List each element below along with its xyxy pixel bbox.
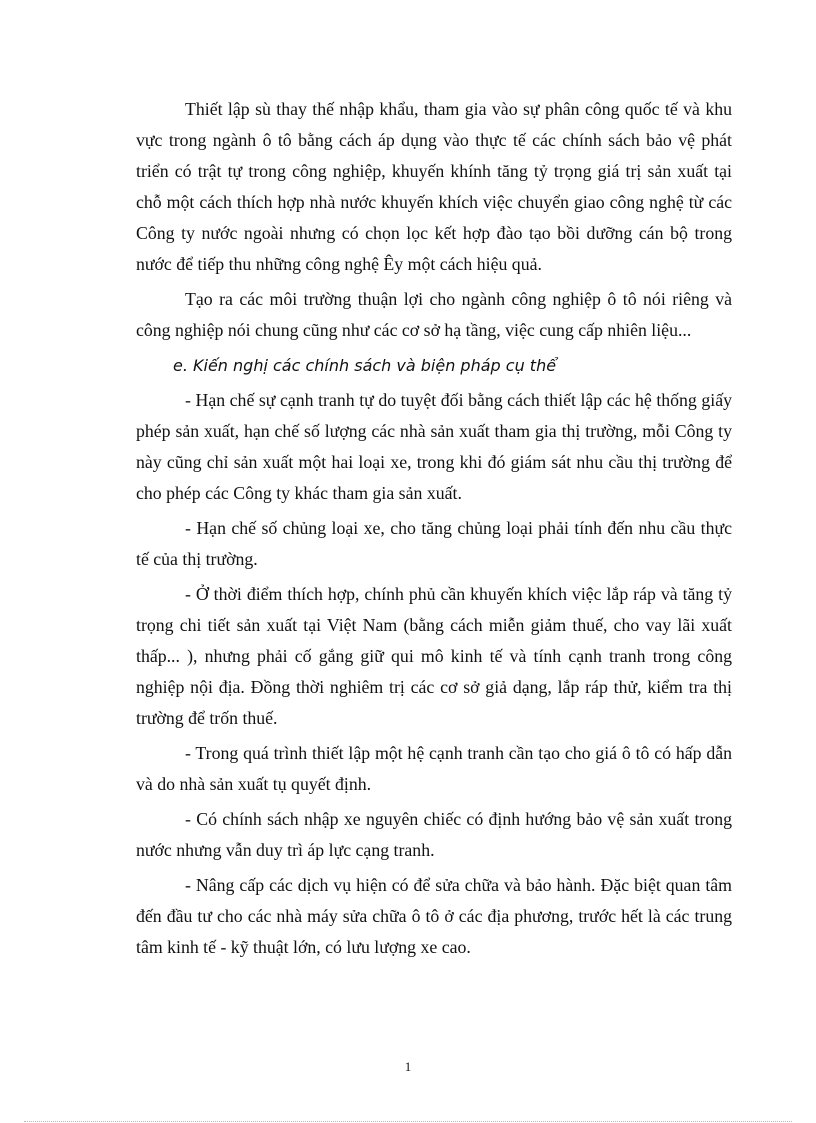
bullet-paragraph: - Hạn chế số chủng loại xe, cho tăng chủng loại phải tính đến nhu cầu thực tế của thị trường. bbox=[136, 518, 732, 569]
section-heading: e. Kiến nghị các chính sách và biện pháp cụ thể bbox=[173, 356, 557, 375]
paragraph-import-substitution: Thiết lập sù thay thế nhập khẩu, tham gia vào sự phân công quốc tế và khu vực trong ngành ô tô bằng cách áp dụng vào thực tế các chính sách bảo vệ phát triển có trật tự trong công nghiệp, khuyến khính tăng tỷ trọng giá trị sản xuất tại chỗ một cách thích hợp nhà nước khuyến khích việc chuyển giao công nghệ từ các Công ty nước ngoài nhưng có chọn lọc kết hợp đào tạo bồi dưỡng cán bộ trong nước để tiếp thu những công nghệ Êy một cách hiệu quả. bbox=[136, 99, 732, 274]
page-bottom-border bbox=[24, 1121, 792, 1122]
bullet-paragraph: - Hạn chế sự cạnh tranh tự do tuyệt đối bằng cách thiết lập các hệ thống giấy phép sản xuất, hạn chế số lượng các nhà sản xuất tham gia thị trường, mỗi Công ty này cũng chỉ sản xuất một hai loại xe, trong khi đó giám sát nhu cầu thị trường để cho phép các Công ty khác tham gia sản xuất. bbox=[136, 390, 732, 503]
bullet-paragraph: - Trong quá trình thiết lập một hệ cạnh tranh cần tạo cho giá ô tô có hấp dẫn và do nhà sản xuất tụ quyết định. bbox=[136, 743, 732, 794]
bullet-paragraph: - Có chính sách nhập xe nguyên chiếc có định hướng bảo vệ sản xuất trong nước nhưng vẫn duy trì áp lực cạng tranh. bbox=[136, 809, 732, 860]
document-body bbox=[136, 94, 732, 967]
page-number: 1 bbox=[404, 1059, 412, 1074]
bullet-paragraph: - Ở thời điểm thích hợp, chính phủ cần khuyến khích việc lắp ráp và tăng tỷ trọng chi tiết sản xuất tại Việt Nam (bằng cách miễn giảm thuế, cho vay lãi xuất thấp... ), nhưng phải cố gắng giữ qui mô kinh tế và tính cạnh tranh trong công nghiệp nội địa. Đồng thời nghiêm trị các cơ sở giả dạng, lắp ráp thử, kiểm tra thị trường để trốn thuế. bbox=[136, 584, 732, 728]
paragraph-favorable-environment: Tạo ra các môi trường thuận lợi cho ngành công nghiệp ô tô nói riêng và công nghiệp nói chung cũng như các cơ sở hạ tầng, việc cung cấp nhiên liệu... bbox=[136, 289, 732, 340]
bullet-paragraph: - Nâng cấp các dịch vụ hiện có để sửa chữa và bảo hành. Đặc biệt quan tâm đến đầu tư cho các nhà máy sửa chữa ô tô ở các địa phương, trước hết là các trung tâm kinh tế - kỹ thuật lớn, có lưu lượng xe cao. bbox=[136, 875, 732, 957]
